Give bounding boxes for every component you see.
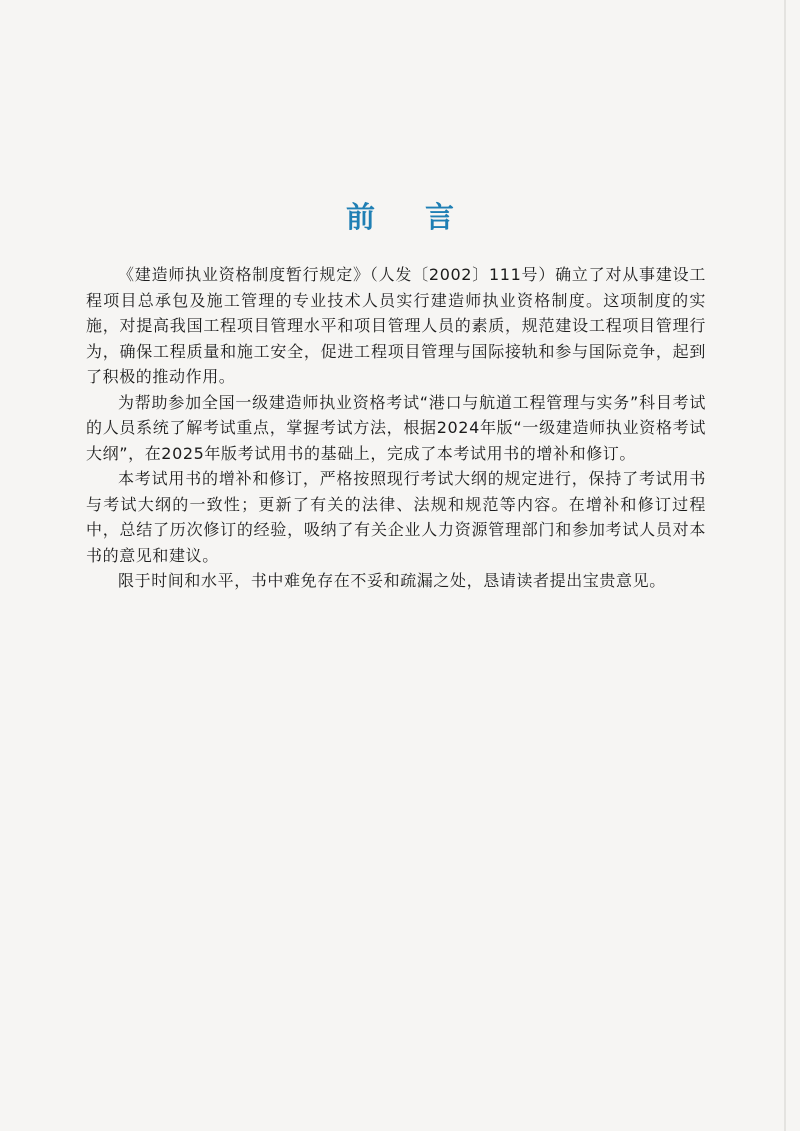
page-edge — [784, 0, 786, 1131]
paragraph: 为帮助参加全国一级建造师执业资格考试“港口与航道工程管理与实务”科目考试的人员系统了解考试重点，掌握考试方法，根据2024年版“一级建造师执业资格考试大纲”，在2025年版考试用书的基础上，完成了本考试用书的增补和修订。 — [86, 392, 706, 463]
paragraph: 本考试用书的增补和修订，严格按照现行考试大纲的规定进行，保持了考试用书与考试大纲的一致性；更新了有关的法律、法规和规范等内容。在增补和修订过程中，总结了历次修订的经验，吸纳了有关企业人力资源管理部门和参加考试人员对本书的意见和建议。 — [86, 469, 706, 565]
page-title: 前 言 — [345, 200, 475, 235]
paragraph: 限于时间和水平，书中难免存在不妥和疏漏之处，恳请读者提出宝贵意见。 — [118, 571, 666, 590]
paragraph: 《建造师执业资格制度暂行规定》（人发〔2002〕111号）确立了对从事建设工程项目总承包及施工管理的专业技术人员实行建造师执业资格制度。这项制度的实施，对提高我国工程项目管理水平和项目管理人员的素质，规范建设工程项目管理行为，确保工程质量和施工安全，促进工程项目管理与国际接轨和参与国际竞争，起到了积极的推动作用。 — [86, 265, 706, 386]
preface-body — [86, 262, 706, 594]
